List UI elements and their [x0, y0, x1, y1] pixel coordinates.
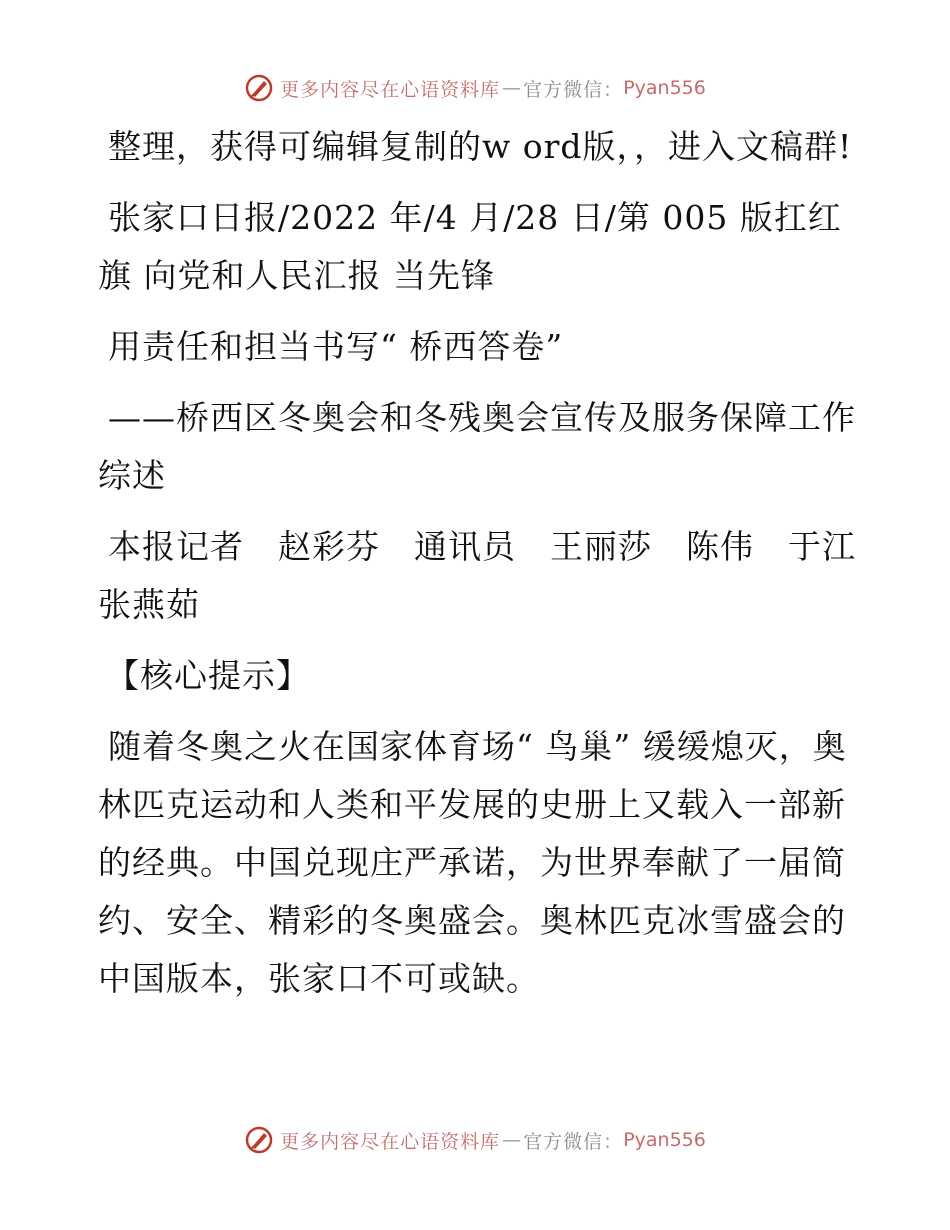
watermark-dash: —: [502, 77, 522, 99]
paragraph-key-points-heading: 【核心提示】: [106, 656, 310, 695]
watermark-dash: —: [502, 1129, 522, 1151]
paragraph-title: 用责任和担当书写“ 桥西答卷”: [108, 327, 564, 366]
quill-logo-icon: [244, 1125, 274, 1155]
watermark-sub-text: 官方微信：: [523, 1130, 624, 1153]
document-body: [98, 118, 890, 1021]
paragraph-byline: 本报记者 赵彩芬 通讯员 王丽莎 陈伟 于江 张燕茹: [98, 527, 890, 624]
paragraph-intro: 整理，获得可编辑复制的w ord版，，进入文稿群!: [108, 127, 853, 166]
watermark-sub-text: 官方微信：: [523, 78, 624, 101]
paragraph-source: 张家口日报/2022 年/4 月/28 日/第 005 版扛红旗 向党和人民汇报 当先锋: [98, 198, 842, 295]
paragraph-subtitle: ——桥西区冬奥会和冬残奥会宣传及服务保障工作综述: [98, 398, 856, 495]
footer-watermark: [0, 1120, 950, 1160]
header-watermark: [0, 68, 950, 108]
watermark-id: Pyan556: [623, 1129, 706, 1151]
watermark-main-text: 更多内容尽在心语资料库: [280, 1130, 501, 1153]
quill-logo-icon: [244, 73, 274, 103]
paragraph-body: 随着冬奥之火在国家体育场“ 鸟巢” 缓缓熄灭，奥林匹克运动和人类和平发展的史册上又载入一部新的经典。中国兑现庄严承诺，为世界奉献了一届简约、安全、精彩的冬奥盛会。奥林匹克冰雪盛会的中国版本，张家口不可或缺。: [98, 727, 847, 998]
watermark-main-text: 更多内容尽在心语资料库: [280, 78, 501, 101]
watermark-id: Pyan556: [623, 77, 706, 99]
